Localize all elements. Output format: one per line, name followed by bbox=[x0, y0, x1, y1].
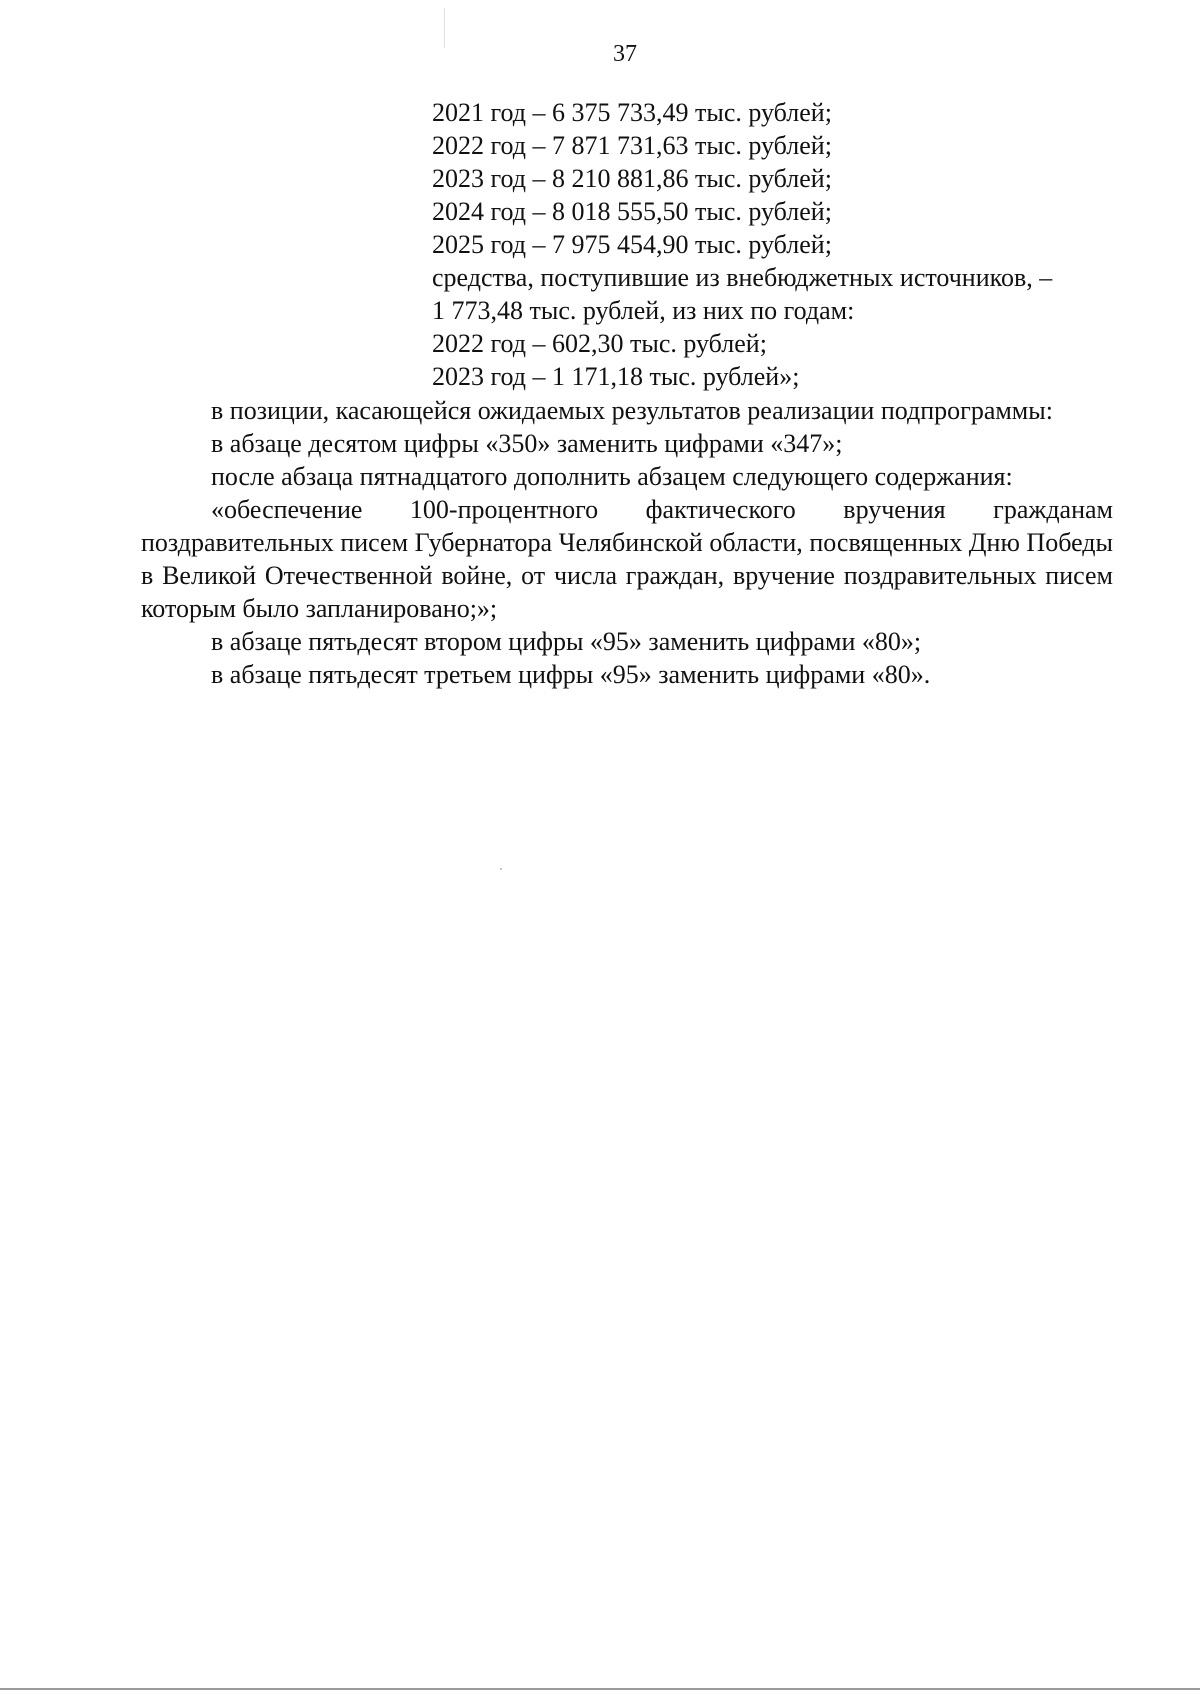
page-number: 37 bbox=[613, 41, 637, 67]
financing-line: средства, поступившие из внебюджетных источников, – bbox=[432, 263, 1053, 292]
financing-line: 1 773,48 тыс. рублей, из них по годам: bbox=[432, 296, 855, 325]
financing-line: 2023 год – 8 210 881,86 тыс. рублей; bbox=[432, 164, 832, 193]
paragraph: в позиции, касающейся ожидаемых результатов реализации подпрограммы: bbox=[211, 396, 1053, 425]
scan-artifact bbox=[444, 8, 445, 48]
financing-line: 2023 год – 1 171,18 тыс. рублей»; bbox=[432, 362, 800, 391]
scan-artifact bbox=[500, 868, 502, 870]
paragraph: в абзаце десятом цифры «350» заменить цифрами «347»; bbox=[211, 429, 843, 458]
paragraph: «обеспечение 100-процентного фактического вручения гражданам поздравительных писем Губернатора Челябинской области, посвященных Дню Победы в Великой Отечественной войне, от числа граждан, вручение поздравительных писем которым было запланировано;»; bbox=[141, 495, 1113, 623]
paragraph: в абзаце пятьдесят третьем цифры «95» заменить цифрами «80». bbox=[211, 660, 931, 689]
financing-list bbox=[432, 96, 1132, 393]
paragraph: после абзаца пятнадцатого дополнить абзацем следующего содержания: bbox=[211, 462, 1013, 491]
financing-line: 2022 год – 7 871 731,63 тыс. рублей; bbox=[432, 131, 832, 160]
paragraph: в абзаце пятьдесят втором цифры «95» заменить цифрами «80»; bbox=[211, 627, 922, 656]
scan-bottom-edge bbox=[0, 1688, 1200, 1690]
financing-line: 2021 год – 6 375 733,49 тыс. рублей; bbox=[432, 98, 832, 127]
financing-line: 2022 год – 602,30 тыс. рублей; bbox=[432, 329, 767, 358]
amendment-text bbox=[141, 394, 1113, 691]
financing-line: 2024 год – 8 018 555,50 тыс. рублей; bbox=[432, 197, 832, 226]
financing-line: 2025 год – 7 975 454,90 тыс. рублей; bbox=[432, 230, 832, 259]
